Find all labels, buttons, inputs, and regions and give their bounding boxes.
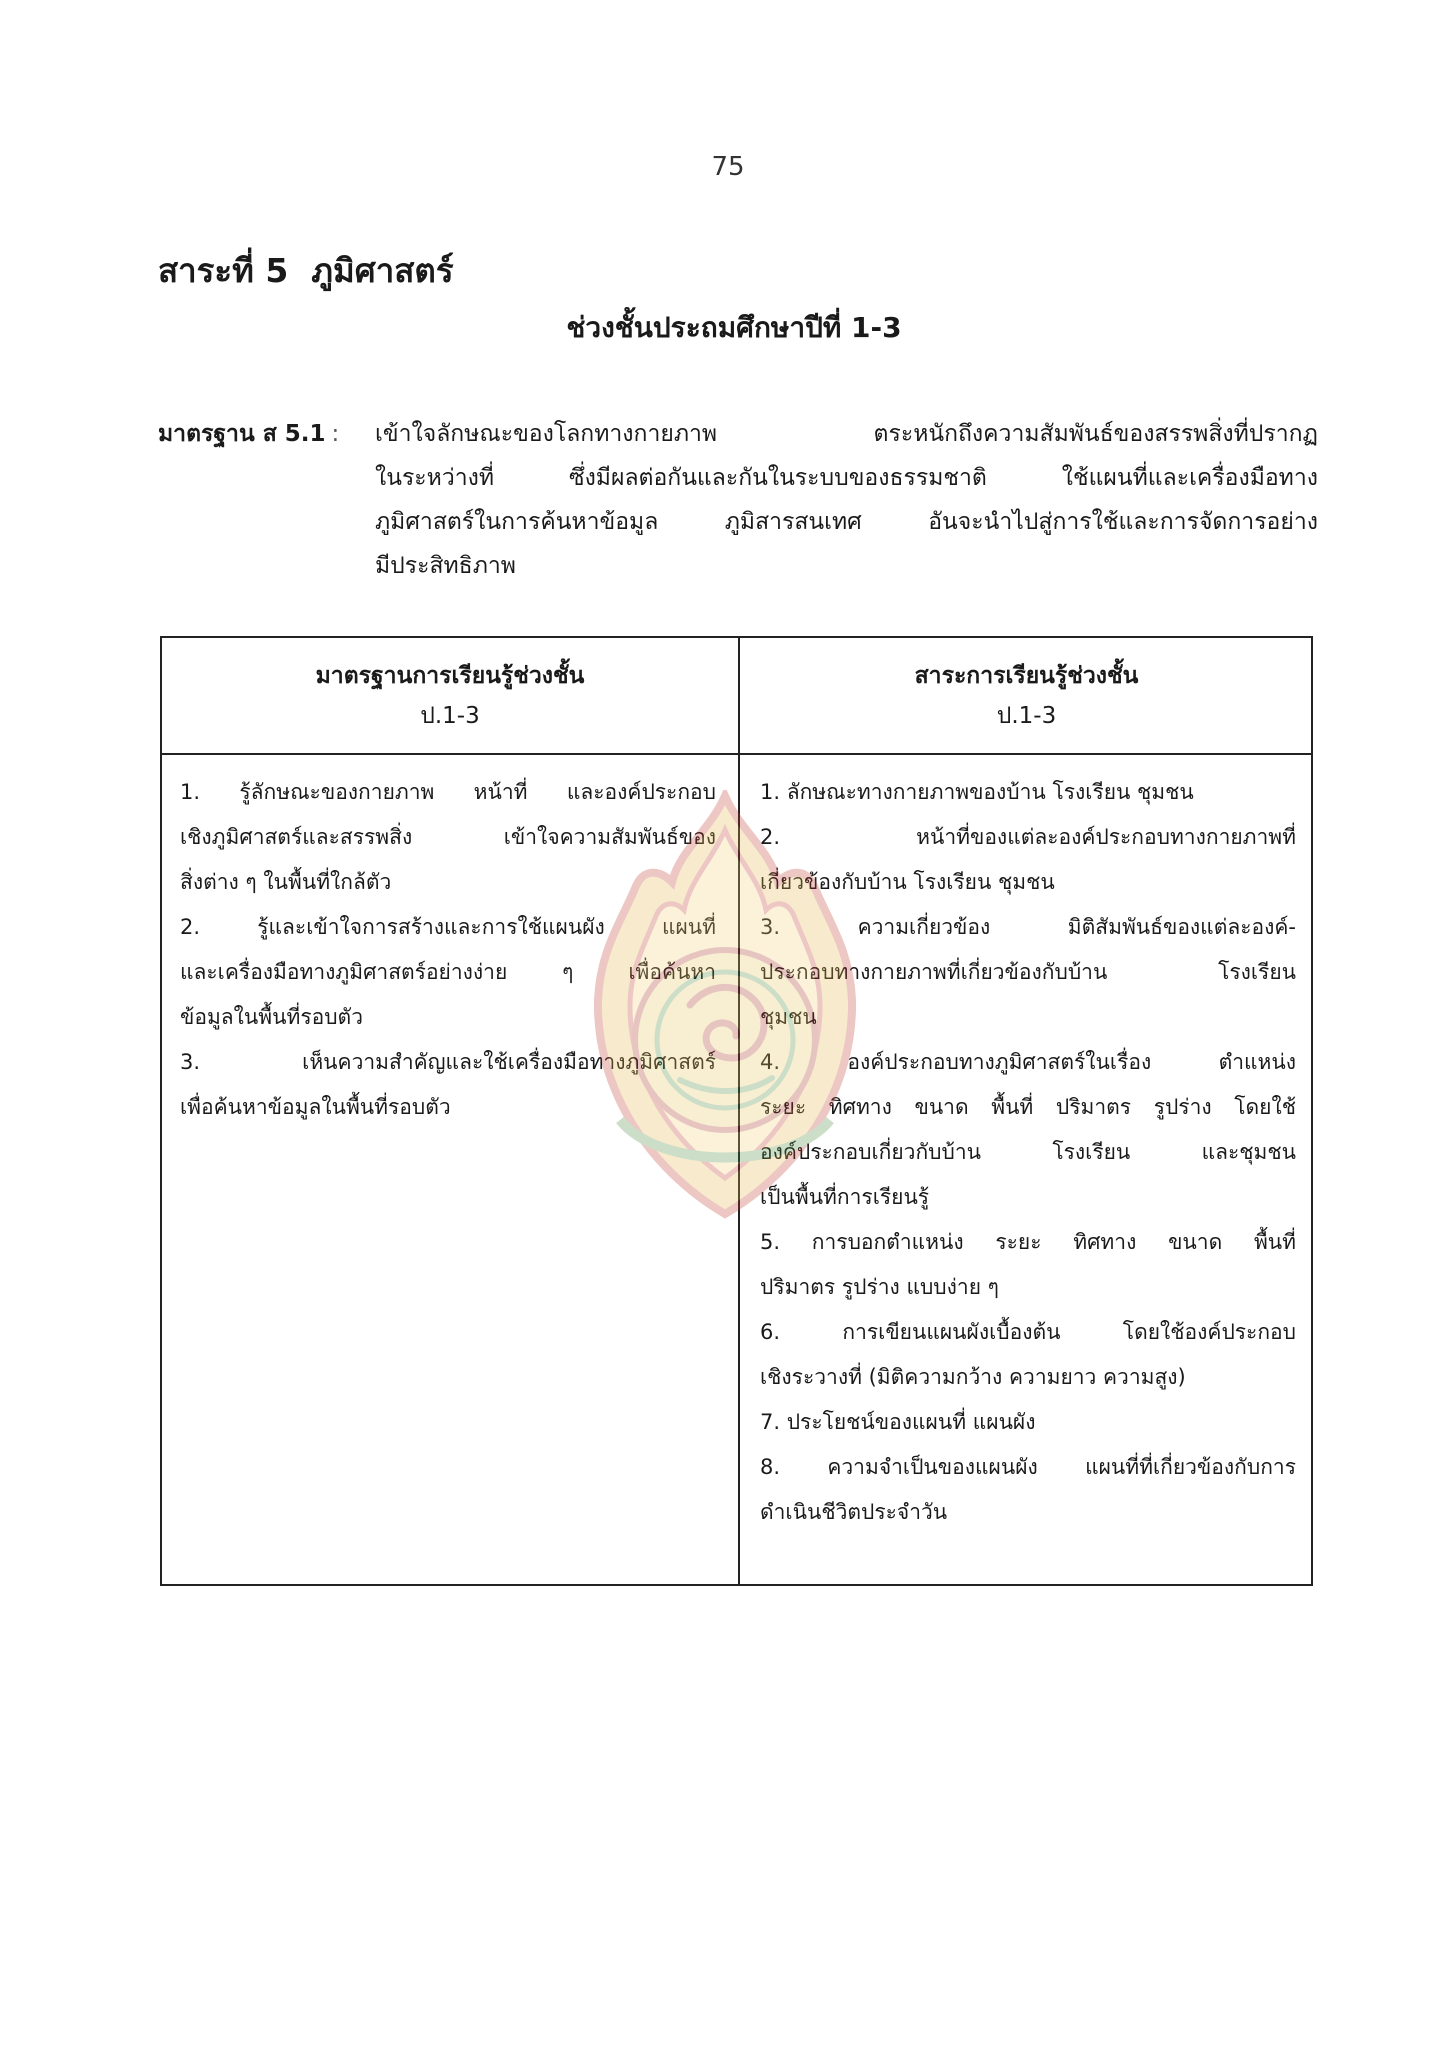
content-item-line: ระยะ ทิศทาง ขนาด พื้นที่ ปริมาตร รูปร่าง โดยใช้ bbox=[760, 1095, 1296, 1119]
right-column-header bbox=[740, 656, 1313, 736]
page-number: 75 bbox=[711, 152, 745, 182]
content-item-line: ปริมาตร รูปร่าง แบบง่าย ๆ bbox=[760, 1275, 999, 1299]
right-header-grade: ป.1-3 bbox=[996, 703, 1057, 729]
content-item-line: 6. การเขียนแผนผังเบื้องต้น โดยใช้องค์ประกอบ bbox=[760, 1320, 1296, 1344]
standard-item-line: 1. รู้ลักษณะของกายภาพ หน้าที่ และองค์ประกอบ bbox=[180, 780, 716, 804]
content-item-line: ชุมชน bbox=[760, 1005, 817, 1029]
standard-line: มีประสิทธิภาพ bbox=[375, 553, 516, 579]
header-divider bbox=[162, 753, 1311, 755]
left-column-header bbox=[162, 656, 738, 736]
standard-item-line: สิ่งต่าง ๆ ในพื้นที่ใกล้ตัว bbox=[180, 870, 392, 894]
content-item-line: ประกอบทางกายภาพที่เกี่ยวข้องกับบ้าน โรงเรียน bbox=[760, 960, 1296, 984]
standard-item-line: เพื่อค้นหาข้อมูลในพื้นที่รอบตัว bbox=[180, 1095, 451, 1119]
standard-text bbox=[375, 412, 1318, 588]
content-item-line: ดำเนินชีวิตประจำวัน bbox=[760, 1500, 948, 1524]
standard-item-line: 2. รู้และเข้าใจการสร้างและการใช้แผนผัง แผนที่ bbox=[180, 915, 716, 939]
content-item-line: 2. หน้าที่ของแต่ละองค์ประกอบทางกายภาพที่ bbox=[760, 825, 1296, 849]
right-header-title: สาระการเรียนรู้ช่วงชั้น bbox=[914, 663, 1139, 689]
standard-line: ในระหว่างที่ ซึ่งมีผลต่อกันและกันในระบบของธรรมชาติ ใช้แผนที่และเครื่องมือทาง bbox=[375, 465, 1318, 491]
curriculum-table bbox=[160, 636, 1313, 1586]
standard-line: เข้าใจลักษณะของโลกทางกายภาพ ตระหนักถึงความสัมพันธ์ของสรรพสิ่งที่ปรากฏ bbox=[375, 421, 1318, 447]
standard-label: มาตรฐาน ส 5.1 bbox=[158, 421, 326, 447]
content-item-line: 4. องค์ประกอบทางภูมิศาสตร์ในเรื่อง ตำแหน่ง bbox=[760, 1050, 1296, 1074]
content-item-line: เชิงระวางที่ (มิติความกว้าง ความยาว ความสูง) bbox=[760, 1365, 1186, 1389]
standard-line: ภูมิศาสตร์ในการค้นหาข้อมูล ภูมิสารสนเทศ อันจะนำไปสู่การใช้และการจัดการอย่าง bbox=[375, 509, 1318, 535]
standard-colon: : bbox=[331, 421, 340, 447]
learning-standards-cell bbox=[180, 770, 716, 1130]
content-item-line: เป็นพื้นที่การเรียนรู้ bbox=[760, 1185, 930, 1209]
left-header-title: มาตรฐานการเรียนรู้ช่วงชั้น bbox=[315, 663, 585, 689]
standard-item-line: เชิงภูมิศาสตร์และสรรพสิ่ง เข้าใจความสัมพันธ์ของ bbox=[180, 825, 716, 849]
column-divider bbox=[738, 638, 740, 1584]
standard-block bbox=[158, 412, 1318, 588]
left-header-grade: ป.1-3 bbox=[420, 703, 480, 729]
standard-item-line: 3. เห็นความสำคัญและใช้เครื่องมือทางภูมิศาสตร์ bbox=[180, 1050, 716, 1074]
strand-title: สาระที่ 5 ภูมิศาสตร์ bbox=[158, 251, 454, 290]
standard-item-line: และเครื่องมือทางภูมิศาสตร์อย่างง่าย ๆ เพื่อค้นหา bbox=[180, 960, 716, 984]
content-item-line: องค์ประกอบเกี่ยวกับบ้าน โรงเรียน และชุมชน bbox=[760, 1140, 1296, 1164]
content-item-line: 3. ความเกี่ยวข้อง มิติสัมพันธ์ของแต่ละองค์- bbox=[760, 915, 1296, 939]
grade-title: ช่วงชั้นประถมศึกษาปีที่ 1-3 bbox=[566, 311, 902, 344]
content-item-line: 7. ประโยชน์ของแผนที่ แผนผัง bbox=[760, 1410, 1036, 1434]
standard-item-line: ข้อมูลในพื้นที่รอบตัว bbox=[180, 1005, 363, 1029]
content-item-line: 5. การบอกตำแหน่ง ระยะ ทิศทาง ขนาด พื้นที่ bbox=[760, 1230, 1296, 1254]
content-item-line: 1. ลักษณะทางกายภาพของบ้าน โรงเรียน ชุมชน bbox=[760, 780, 1194, 804]
standard-label-group bbox=[158, 412, 339, 456]
content-item-line: 8. ความจำเป็นของแผนผัง แผนที่ที่เกี่ยวข้องกับการ bbox=[760, 1455, 1296, 1479]
content-item-line: เกี่ยวข้องกับบ้าน โรงเรียน ชุมชน bbox=[760, 870, 1055, 894]
learning-content-cell bbox=[760, 770, 1296, 1535]
